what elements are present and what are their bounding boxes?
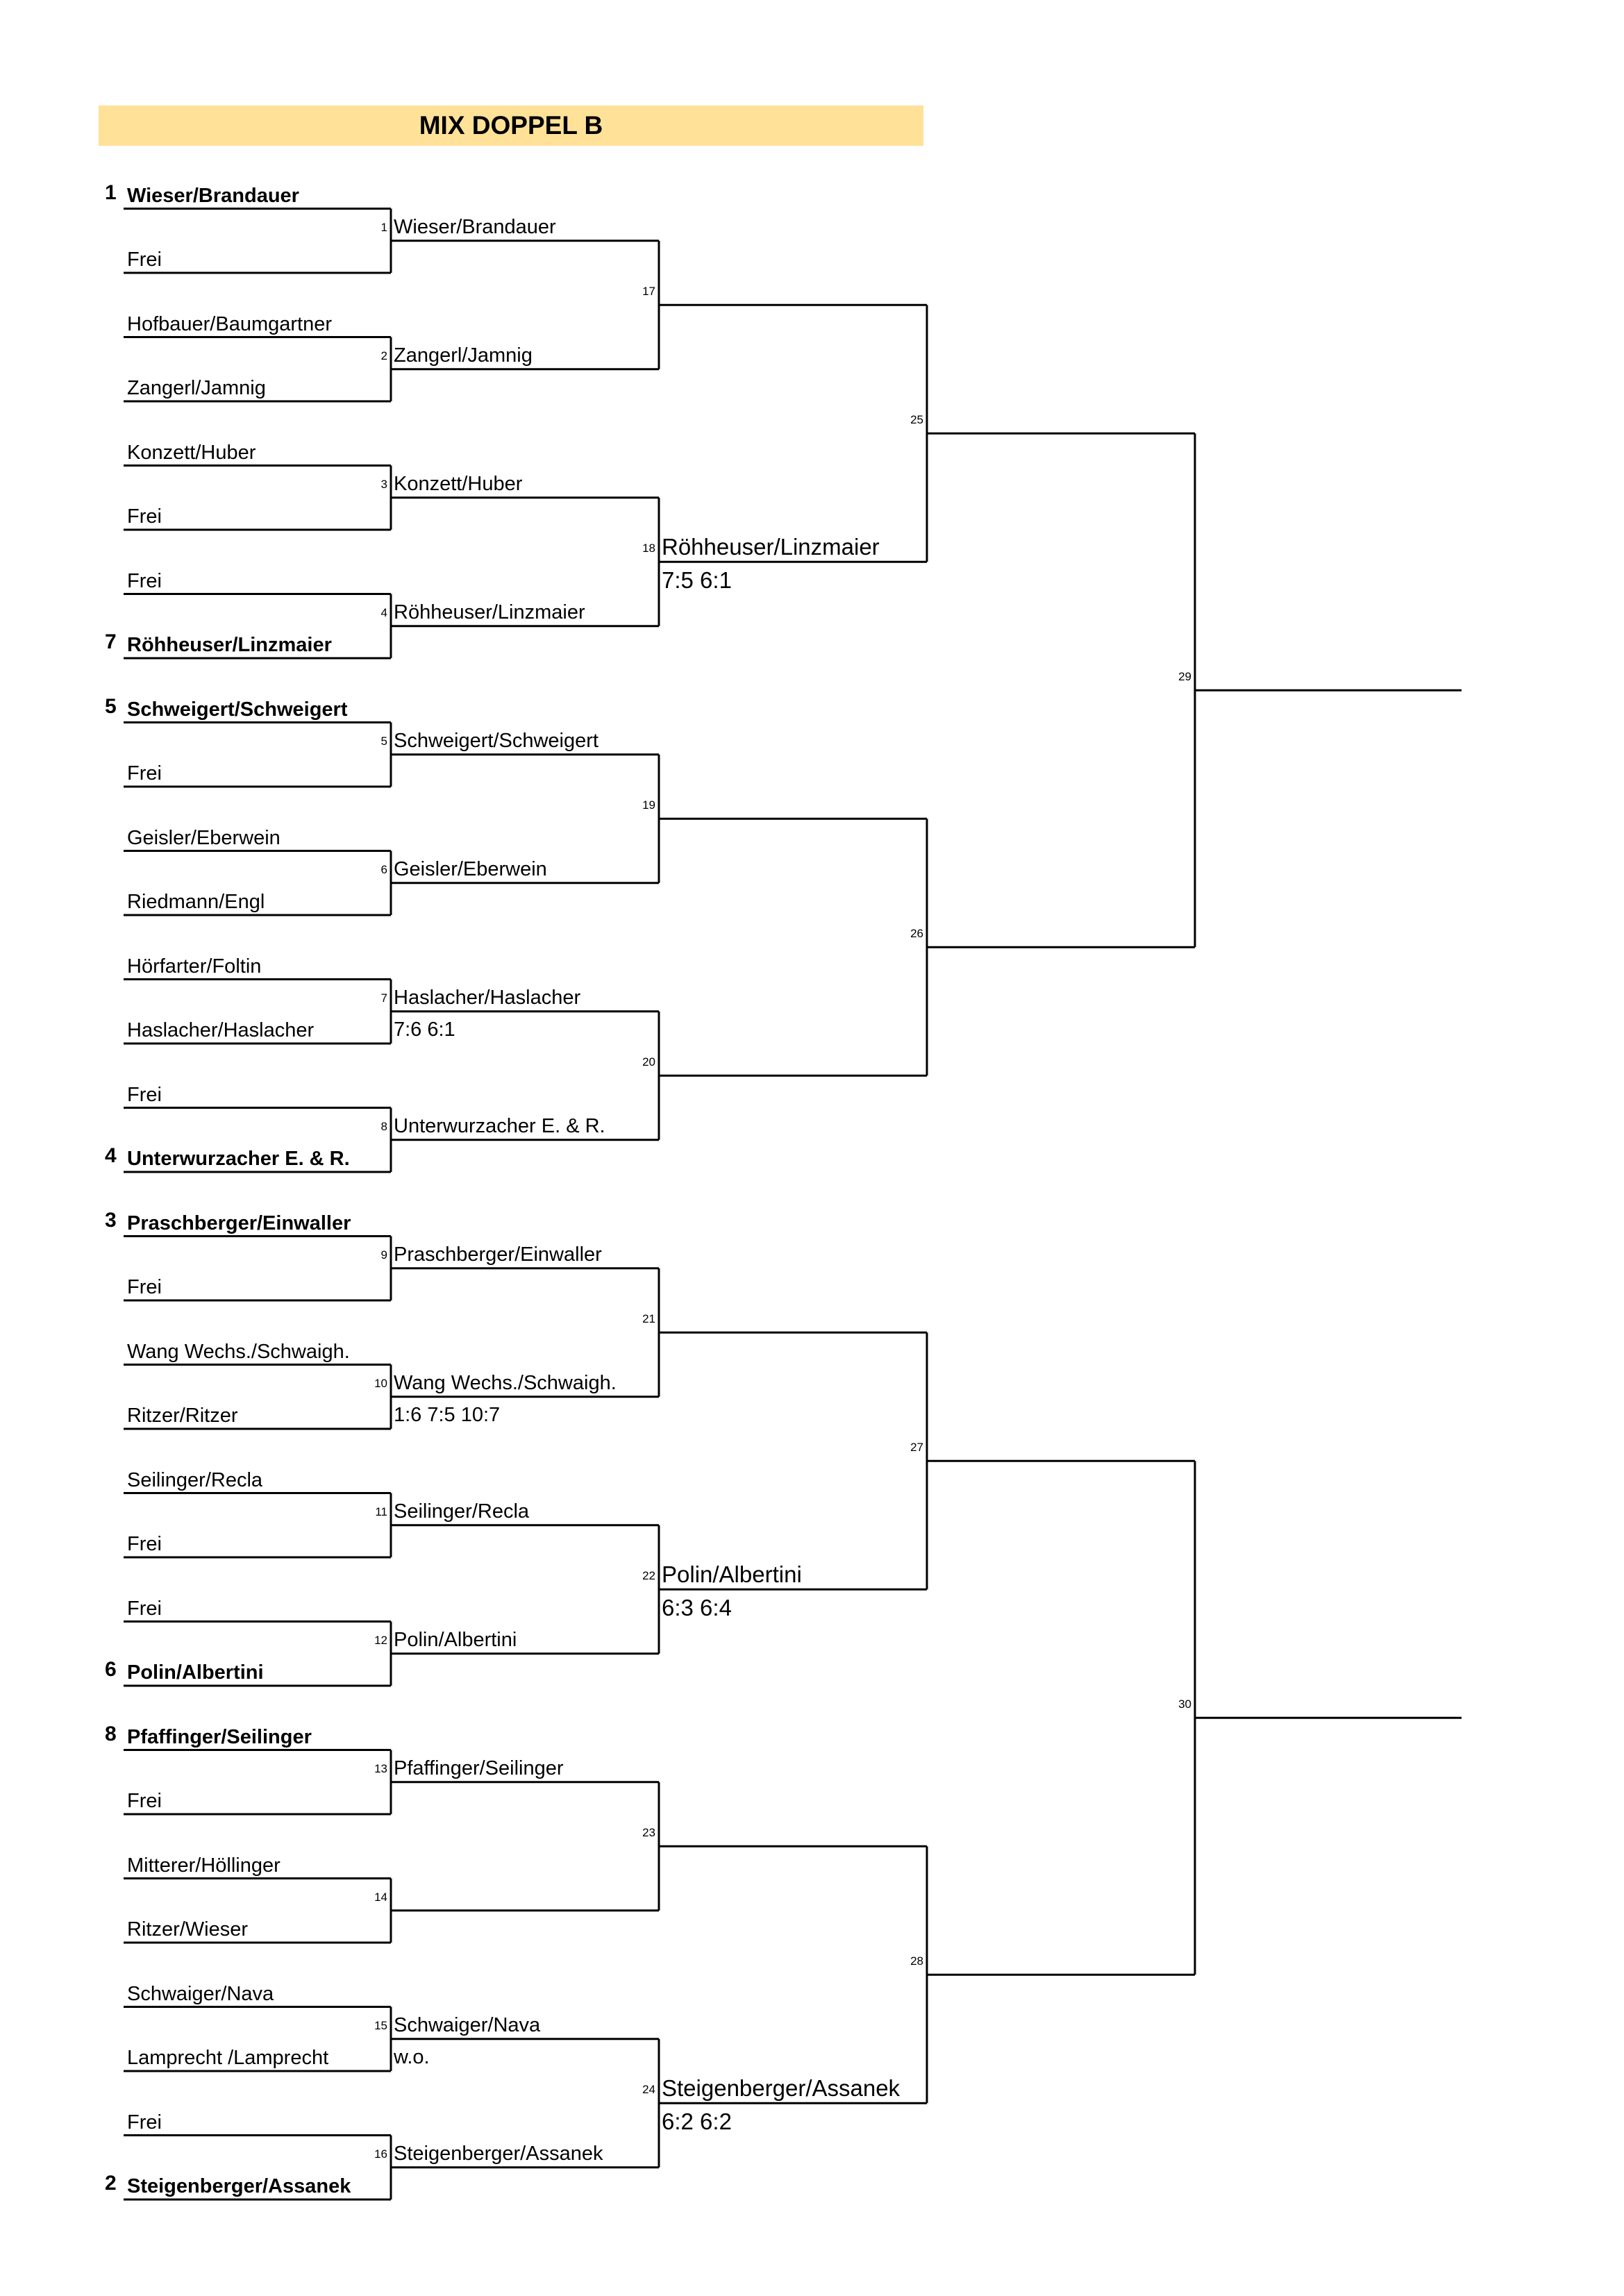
match-number: 28	[910, 1954, 923, 1968]
match-winner: Schwaiger/Nava	[394, 2013, 541, 2036]
match-number: 15	[374, 2018, 387, 2032]
match-winner: Wieser/Brandauer	[394, 215, 556, 238]
entry-name: Frei	[127, 1597, 162, 1620]
entry-name: Haslacher/Haslacher	[127, 1019, 315, 1041]
entry-name: Schweigert/Schweigert	[127, 698, 348, 721]
match-number: 8	[380, 1119, 387, 1133]
match-score: 6:3 6:4	[662, 1595, 732, 1621]
entry-name: Lamprecht /Lamprecht	[127, 2047, 329, 2069]
seed-number: 5	[105, 694, 117, 718]
match-winner: Wang Wechs./Schwaigh.	[394, 1371, 617, 1394]
match-score: 6:2 6:2	[662, 2109, 732, 2135]
entry-name: Frei	[127, 762, 162, 785]
match-number: 26	[910, 927, 923, 941]
match-score: 1:6 7:5 10:7	[394, 1403, 501, 1426]
match-number: 14	[374, 1890, 387, 1904]
match-number: 21	[642, 1312, 655, 1326]
entry-name: Steigenberger/Assanek	[127, 2175, 351, 2197]
entry-name: Polin/Albertini	[127, 1661, 264, 1684]
match-number: 16	[374, 2147, 387, 2161]
entry-name: Unterwurzacher E. & R.	[127, 1148, 350, 1170]
entry-name: Mitterer/Höllinger	[127, 1854, 281, 1877]
match-number: 5	[380, 734, 387, 748]
entry-name: Geisler/Eberwein	[127, 826, 281, 849]
match-number: 22	[642, 1569, 655, 1583]
match-number: 24	[642, 2083, 655, 2097]
entry-name: Ritzer/Ritzer	[127, 1405, 238, 1427]
match-number: 18	[642, 542, 655, 555]
match-winner: Seilinger/Recla	[394, 1500, 530, 1523]
entry-name: Wieser/Brandauer	[127, 184, 299, 207]
match-winner: Praschberger/Einwaller	[394, 1243, 602, 1266]
match-winner: Konzett/Huber	[394, 472, 523, 495]
entry-name: Hörfarter/Foltin	[127, 955, 262, 978]
seed-number: 2	[105, 2172, 117, 2195]
match-number: 27	[910, 1441, 923, 1455]
entry-name: Röhheuser/Linzmaier	[127, 634, 332, 656]
match-winner: Pfaffinger/Seilinger	[394, 1757, 564, 1779]
match-score: 7:6 6:1	[394, 1018, 455, 1041]
match-number: 7	[380, 991, 387, 1005]
match-number: 9	[380, 1248, 387, 1262]
match-winner: Steigenberger/Assanek	[662, 2075, 901, 2102]
match-score: w.o.	[394, 2045, 430, 2068]
match-number: 6	[380, 862, 387, 876]
match-number: 29	[1178, 670, 1191, 684]
match-winner: Röhheuser/Linzmaier	[662, 534, 880, 560]
entry-name: Ritzer/Wieser	[127, 1918, 249, 1941]
entry-name: Seilinger/Recla	[127, 1468, 263, 1491]
entry-name: Frei	[127, 1083, 162, 1106]
match-winner: Steigenberger/Assanek	[394, 2142, 603, 2165]
match-number: 4	[380, 605, 387, 619]
match-winner: Schweigert/Schweigert	[394, 729, 598, 752]
entry-name: Frei	[127, 569, 162, 592]
entry-name: Frei	[127, 1276, 162, 1298]
match-winner: Zangerl/Jamnig	[394, 344, 533, 367]
seed-number: 4	[105, 1144, 117, 1167]
draw-title-text: MIX DOPPEL B	[419, 111, 603, 140]
match-score: 7:5 6:1	[662, 567, 732, 594]
match-number: 12	[374, 1633, 387, 1647]
entry-name: Hofbauer/Baumgartner	[127, 312, 332, 335]
seed-number: 7	[105, 630, 117, 653]
match-number: 25	[910, 413, 923, 427]
entry-name: Konzett/Huber	[127, 441, 256, 464]
match-number: 30	[1178, 1698, 1191, 1711]
match-winner: Polin/Albertini	[662, 1561, 802, 1588]
match-winner: Röhheuser/Linzmaier	[394, 601, 585, 623]
match-winner: Geisler/Eberwein	[394, 857, 547, 880]
match-winner: Polin/Albertini	[394, 1628, 517, 1651]
match-number: 3	[380, 477, 387, 491]
entry-name: Riedmann/Engl	[127, 891, 265, 913]
match-winner: Haslacher/Haslacher	[394, 986, 581, 1009]
entry-name: Frei	[127, 1533, 162, 1555]
entry-name: Frei	[127, 505, 162, 528]
match-number: 13	[374, 1761, 387, 1775]
entry-name: Frei	[127, 1790, 162, 1812]
entry-name: Schwaiger/Nava	[127, 1982, 274, 2005]
entry-name: Frei	[127, 2111, 162, 2134]
match-number: 20	[642, 1055, 655, 1069]
seed-number: 8	[105, 1722, 117, 1745]
entry-name: Pfaffinger/Seilinger	[127, 1725, 312, 1748]
match-number: 11	[375, 1505, 387, 1518]
match-winner: Unterwurzacher E. & R.	[394, 1114, 605, 1137]
match-number: 2	[380, 349, 387, 362]
match-number: 10	[374, 1376, 387, 1390]
entry-name: Wang Wechs./Schwaigh.	[127, 1340, 350, 1363]
match-number: 1	[380, 220, 387, 234]
match-number: 19	[642, 798, 655, 812]
seed-number: 1	[105, 181, 117, 204]
entry-name: Frei	[127, 249, 162, 271]
seed-number: 6	[105, 1658, 117, 1681]
entry-name: Praschberger/Einwaller	[127, 1212, 351, 1234]
match-number: 17	[642, 285, 655, 299]
match-number: 23	[642, 1826, 655, 1840]
seed-number: 3	[105, 1208, 117, 1232]
entry-name: Zangerl/Jamnig	[127, 377, 266, 399]
